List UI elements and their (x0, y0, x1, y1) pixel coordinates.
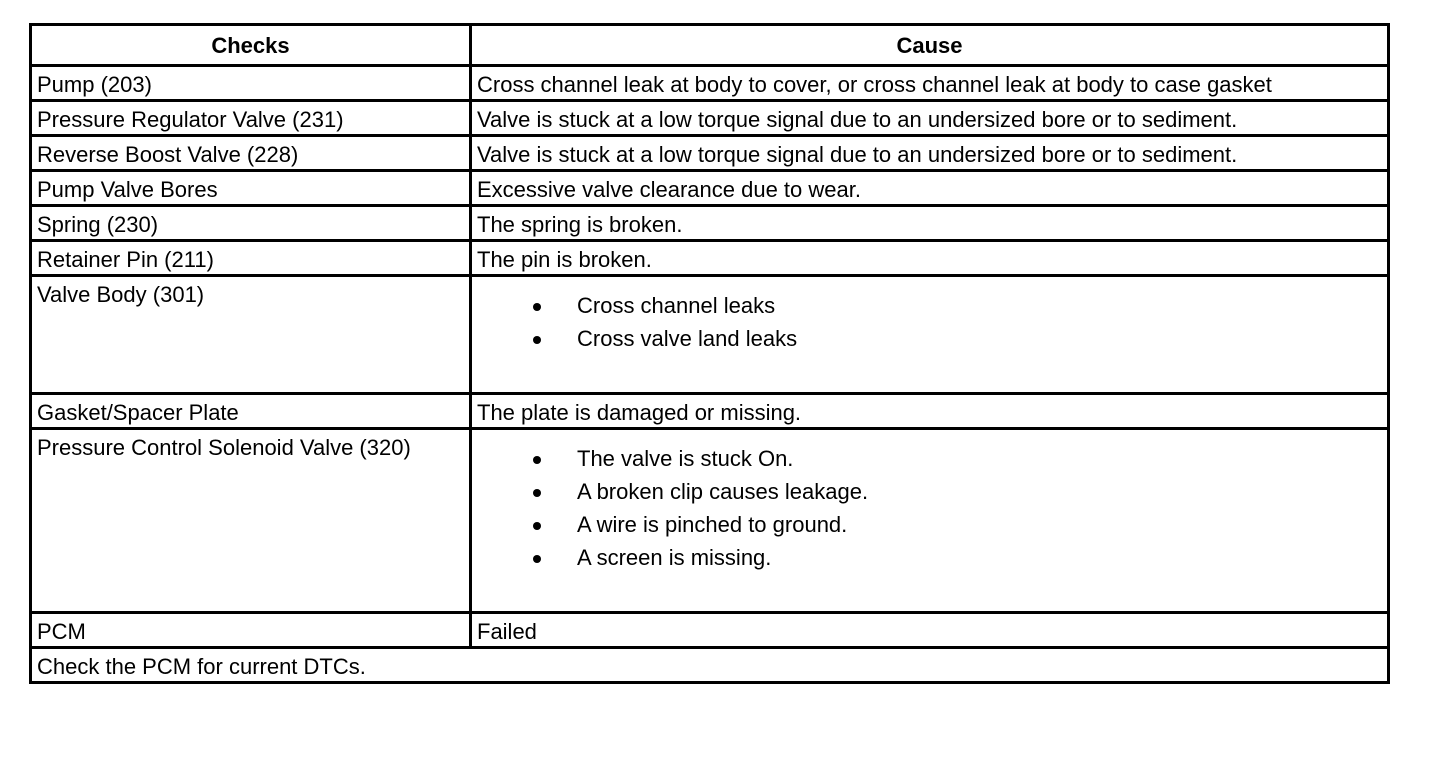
check-cell: Pressure Control Solenoid Valve (320) (31, 429, 471, 613)
check-cell: PCM (31, 613, 471, 648)
cause-text: The valve is stuck On. (577, 446, 794, 471)
table-row (31, 206, 1389, 241)
bullet-icon (533, 456, 541, 464)
table-row (31, 276, 1389, 394)
table-row (31, 429, 1389, 613)
check-cell: Spring (230) (31, 206, 471, 241)
cause-text: A broken clip causes leakage. (577, 479, 869, 504)
list-item (477, 508, 1382, 541)
cause-cell (471, 276, 1389, 394)
check-cell: Pump (203) (31, 66, 471, 101)
diagnostic-sheet (29, 23, 1387, 684)
bullet-icon (533, 522, 541, 530)
list-item (477, 541, 1382, 574)
footer-note: Check the PCM for current DTCs. (31, 648, 1389, 683)
cause-cell: Failed (471, 613, 1389, 648)
cause-cell: Valve is stuck at a low torque signal due to an undersized bore or to sediment. (471, 136, 1389, 171)
cause-cell: Excessive valve clearance due to wear. (471, 171, 1389, 206)
cause-list (477, 442, 1382, 574)
cause-cell: Cross channel leak at body to cover, or cross channel leak at body to case gasket (471, 66, 1389, 101)
check-cell: Pump Valve Bores (31, 171, 471, 206)
list-item (477, 442, 1382, 475)
footer-row (31, 648, 1389, 683)
table-row (31, 101, 1389, 136)
diagnostic-table (29, 23, 1390, 684)
table-row (31, 241, 1389, 276)
header-row (31, 25, 1389, 66)
list-item (477, 322, 1382, 355)
table-row (31, 394, 1389, 429)
check-cell: Pressure Regulator Valve (231) (31, 101, 471, 136)
table-row (31, 136, 1389, 171)
table-row (31, 613, 1389, 648)
check-cell: Gasket/Spacer Plate (31, 394, 471, 429)
bullet-icon (533, 303, 541, 311)
cause-text: Cross channel leaks (577, 293, 776, 318)
header-cause: Cause (471, 25, 1389, 66)
cause-cell: The plate is damaged or missing. (471, 394, 1389, 429)
list-item (477, 475, 1382, 508)
bullet-icon (533, 336, 541, 344)
header-checks: Checks (31, 25, 471, 66)
list-item (477, 289, 1382, 322)
check-cell: Reverse Boost Valve (228) (31, 136, 471, 171)
cause-cell: The spring is broken. (471, 206, 1389, 241)
cause-text: Cross valve land leaks (577, 326, 798, 351)
check-cell: Retainer Pin (211) (31, 241, 471, 276)
cause-cell (471, 429, 1389, 613)
bullet-icon (533, 489, 541, 497)
cause-cell: Valve is stuck at a low torque signal due to an undersized bore or to sediment. (471, 101, 1389, 136)
table-row (31, 66, 1389, 101)
table-row (31, 171, 1389, 206)
cause-text: A screen is missing. (577, 545, 772, 570)
cause-cell: The pin is broken. (471, 241, 1389, 276)
cause-text: A wire is pinched to ground. (577, 512, 848, 537)
check-cell: Valve Body (301) (31, 276, 471, 394)
bullet-icon (533, 555, 541, 563)
cause-list (477, 289, 1382, 355)
